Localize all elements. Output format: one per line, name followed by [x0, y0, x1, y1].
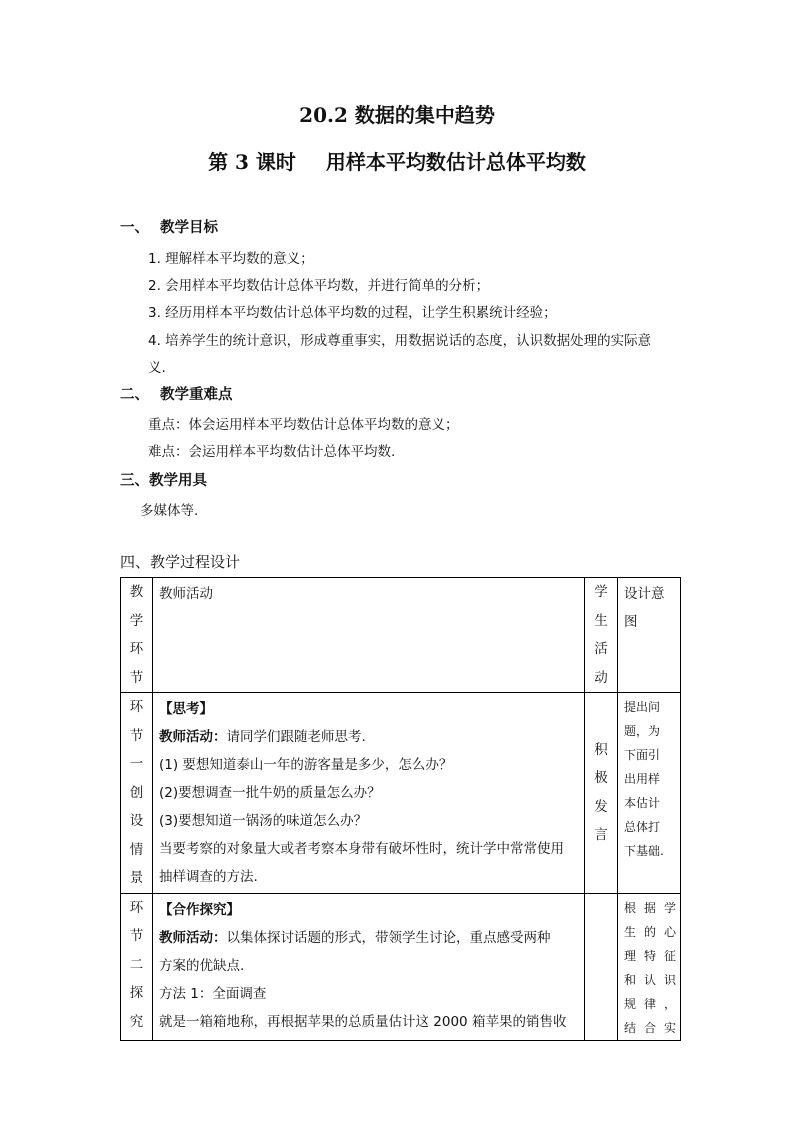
lesson-process-table [120, 577, 681, 1041]
teacher-activity-cell [153, 693, 585, 894]
objective-item: 1. 理解样本平均数的意义； [148, 251, 314, 267]
teacher-activity-label: 教师活动： [159, 729, 227, 745]
teacher-activity-cell [153, 893, 585, 1040]
teacher-activity-text: 以集体探讨话题的形式，带领学生讨论，重点感受两种 [226, 929, 551, 946]
student-activity-cell [585, 893, 618, 1040]
activity-line: 抽样调查的方法. [159, 869, 258, 885]
objective-item: 2. 会用样本平均数估计总体平均数，并进行简单的分析； [148, 278, 490, 294]
section-heading-objectives: 一、 教学目标 [120, 220, 218, 236]
activity-heading: 【合作探究】 [159, 901, 240, 918]
objective-item: 3. 经历用样本平均数估计总体平均数的过程，让学生积累统计经验； [148, 305, 557, 321]
document-subtitle [0, 146, 794, 175]
section-heading-tools: 三、教学用具 [120, 473, 207, 489]
student-activity-cell: 积 极 发 言 [585, 693, 618, 894]
activity-line: 就是一箱箱地称，再根据苹果的总质量估计这 2000 箱苹果的销售收 [159, 1013, 567, 1030]
activity-line: (1) 要想知道泰山一年的游客量是多少，怎么办？ [159, 757, 453, 773]
table-row [121, 893, 681, 1040]
header-student-activity: 学 生 活 动 [585, 578, 618, 693]
design-intent-cell: 提出问 题，为 下面引 出用样 本估计 总体打 下基础. [618, 693, 681, 894]
header-teacher-activity: 教师活动 [153, 578, 585, 693]
difficulty-item: 难点：会运用样本平均数估计总体平均数. [148, 444, 396, 460]
key-point-item: 重点：体会运用样本平均数估计总体平均数的意义； [148, 417, 459, 433]
activity-line: 当要考察的对象量大或者考察本身带有破坏性时，统计学中常常使用 [159, 841, 564, 857]
stage-label: 环 节 一 创 设 情 景 [121, 693, 153, 894]
section-heading-process: 四、教学过程设计 [120, 553, 241, 571]
activity-heading: 【思考】 [159, 701, 213, 717]
activity-line: 方案的优缺点. [159, 957, 245, 974]
table-header-row [121, 578, 681, 693]
teacher-activity-text: 请同学们跟随老师思考. [226, 729, 366, 745]
tools-item: 多媒体等. [140, 503, 199, 519]
header-design-intent: 设计意 图 [618, 578, 681, 693]
design-intent-cell: 根据学 生的心 理特征 和认识 规律， 结合实 [618, 893, 681, 1040]
section-heading-key-points: 二、 教学重难点 [120, 387, 233, 403]
objective-item-continued: 义. [148, 360, 166, 376]
stage-label: 环 节 二 探 究 [121, 893, 153, 1040]
teacher-activity-label: 教师活动： [159, 929, 227, 946]
table-row [121, 693, 681, 894]
activity-line: (2)要想调查一批牛奶的质量怎么办？ [159, 785, 381, 801]
objective-item: 4. 培养学生的统计意识，形成尊重事实，用数据说话的态度，认识数据处理的实际意 [148, 333, 652, 349]
header-stage: 教 学 环 节 [121, 578, 153, 693]
lesson-number: 第 3 课时 [208, 150, 296, 174]
activity-line: 方法 1：全面调查 [159, 985, 267, 1002]
lesson-topic: 用样本平均数估计总体平均数 [325, 150, 586, 174]
activity-line: (3)要想知道一锅汤的味道怎么办？ [159, 813, 368, 829]
document-title: 20.2 数据的集中趋势 [299, 103, 495, 127]
